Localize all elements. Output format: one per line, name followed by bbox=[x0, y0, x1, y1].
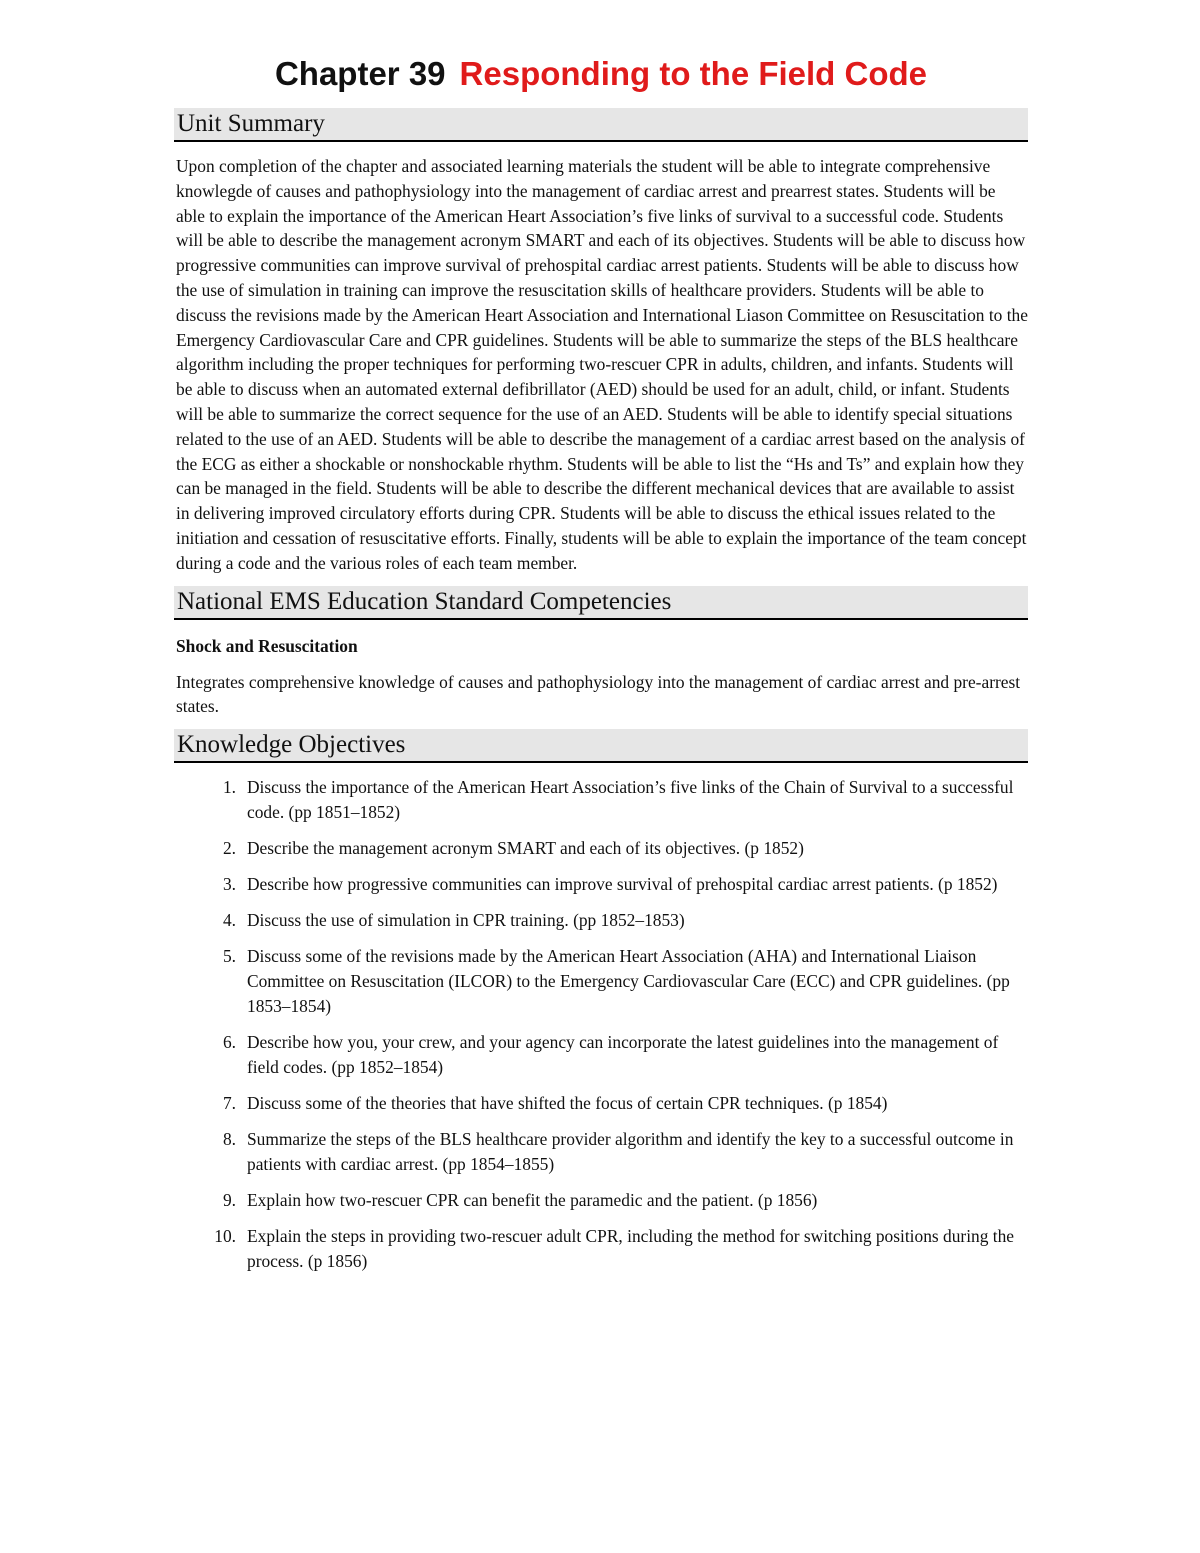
list-item bbox=[174, 908, 1028, 933]
standards-heading: National EMS Education Standard Competencies bbox=[174, 586, 1028, 620]
list-item-text: Discuss the use of simulation in CPR training. (pp 1852–1853) bbox=[247, 910, 685, 931]
unit-summary-heading: Unit Summary bbox=[174, 108, 1028, 142]
list-item-number: 3. bbox=[222, 874, 236, 895]
list-item-text: Summarize the steps of the BLS healthcare provider algorithm and identify the key to a successful outcome in patients with cardiac arrest. (pp 1854–1855) bbox=[247, 1129, 1014, 1175]
list-item bbox=[174, 872, 1028, 897]
standards-subheading: Shock and Resuscitation bbox=[176, 635, 358, 656]
list-item bbox=[174, 1224, 1028, 1274]
list-item-number: 8. bbox=[222, 1129, 236, 1150]
list-item-text: Discuss the importance of the American Heart Association’s five links of the Chain of Survival to a successful code. (pp 1851–1852) bbox=[247, 777, 1014, 823]
list-item-text: Explain the steps in providing two-rescuer adult CPR, including the method for switching positions during the process. (p 1856) bbox=[247, 1226, 1015, 1272]
list-item bbox=[174, 775, 1028, 825]
unit-summary-text: Upon completion of the chapter and associated learning materials the student will be able to integrate comprehensive knowlegde of causes and pathophysiology into the management of cardiac arrest and prearrest states. Students will be able to explain the importance of the American Heart Association’s five links of survival to a successful code. Students will be able to describe the management acronym SMART and each of its objectives. Students will be able to discuss how progressive communities can improve survival of prehospital cardiac arrest patients. Students will be able to discuss how the use of simulation in training can improve the resuscitation skills of healthcare providers. Students will be able to discuss the revisions made by the American Heart Association and International Liason Committee on Resuscitation to the Emergency Cardiovascular Care and CPR guidelines. Students will be able to summarize the steps of the BLS healthcare algorithm including the proper techniques for performing two-rescuer CPR in adults, children, and infants. Students will be able to discuss when an automated external defibrillator (AED) should be used for an adult, child, or infant. Students will be able to summarize the correct sequence for the use of an AED. Students will be able to identify special situations related to the use of an AED. Students will be able to describe the management of a cardiac arrest based on the analysis of the ECG as either a shockable or nonshockable rhythm. Students will be able to list the “Hs and Ts” and explain how they can be managed in the field. Students will be able to describe the different mechanical devices that are available to assist in delivering improved circulatory efforts during CPR. Students will be able to discuss the ethical issues related to the initiation and cessation of resuscitative efforts. Finally, students will be able to explain the importance of the team concept during a code and the various roles of each team member. bbox=[176, 156, 1028, 573]
list-item-text: Explain how two-rescuer CPR can benefit the paramedic and the patient. (p 1856) bbox=[247, 1190, 818, 1211]
objectives-list bbox=[174, 775, 1028, 1274]
chapter-title: Responding to the Field Code bbox=[459, 55, 928, 92]
list-item bbox=[174, 836, 1028, 861]
standards-text: Integrates comprehensive knowledge of causes and pathophysiology into the management of cardiac arrest and pre-arrest states. bbox=[176, 671, 1021, 717]
list-item-number: 6. bbox=[222, 1032, 236, 1053]
document-page bbox=[174, 54, 1028, 1285]
list-item-number: 7. bbox=[222, 1093, 236, 1114]
list-item-number: 4. bbox=[222, 910, 236, 931]
list-item-text: Discuss some of the theories that have shifted the focus of certain CPR techniques. (p 1854) bbox=[247, 1093, 888, 1114]
list-item-number: 1. bbox=[222, 777, 236, 798]
chapter-number: Chapter 39 bbox=[274, 55, 446, 92]
list-item bbox=[174, 1188, 1028, 1213]
list-item bbox=[174, 1127, 1028, 1177]
list-item bbox=[174, 1030, 1028, 1080]
list-item-number: 9. bbox=[222, 1190, 236, 1211]
list-item-number: 2. bbox=[222, 838, 236, 859]
list-item-text: Describe how you, your crew, and your agency can incorporate the latest guidelines into the management of field codes. (pp 1852–1854) bbox=[247, 1032, 999, 1078]
list-item bbox=[174, 944, 1028, 1019]
list-item-number: 10. bbox=[214, 1226, 236, 1247]
list-item-text: Discuss some of the revisions made by the American Heart Association (AHA) and International Liaison Committee on Resuscitation (ILCOR) to the Emergency Cardiovascular Care (ECC) and CPR guidelines. (pp 1853–1854) bbox=[247, 946, 1010, 1017]
list-item-text: Describe the management acronym SMART and each of its objectives. (p 1852) bbox=[247, 838, 804, 859]
list-item-number: 5. bbox=[222, 946, 236, 967]
objectives-heading: Knowledge Objectives bbox=[174, 729, 1028, 763]
list-item bbox=[174, 1091, 1028, 1116]
list-item-text: Describe how progressive communities can improve survival of prehospital cardiac arrest patients. (p 1852) bbox=[247, 874, 998, 895]
page-title bbox=[174, 54, 1028, 94]
